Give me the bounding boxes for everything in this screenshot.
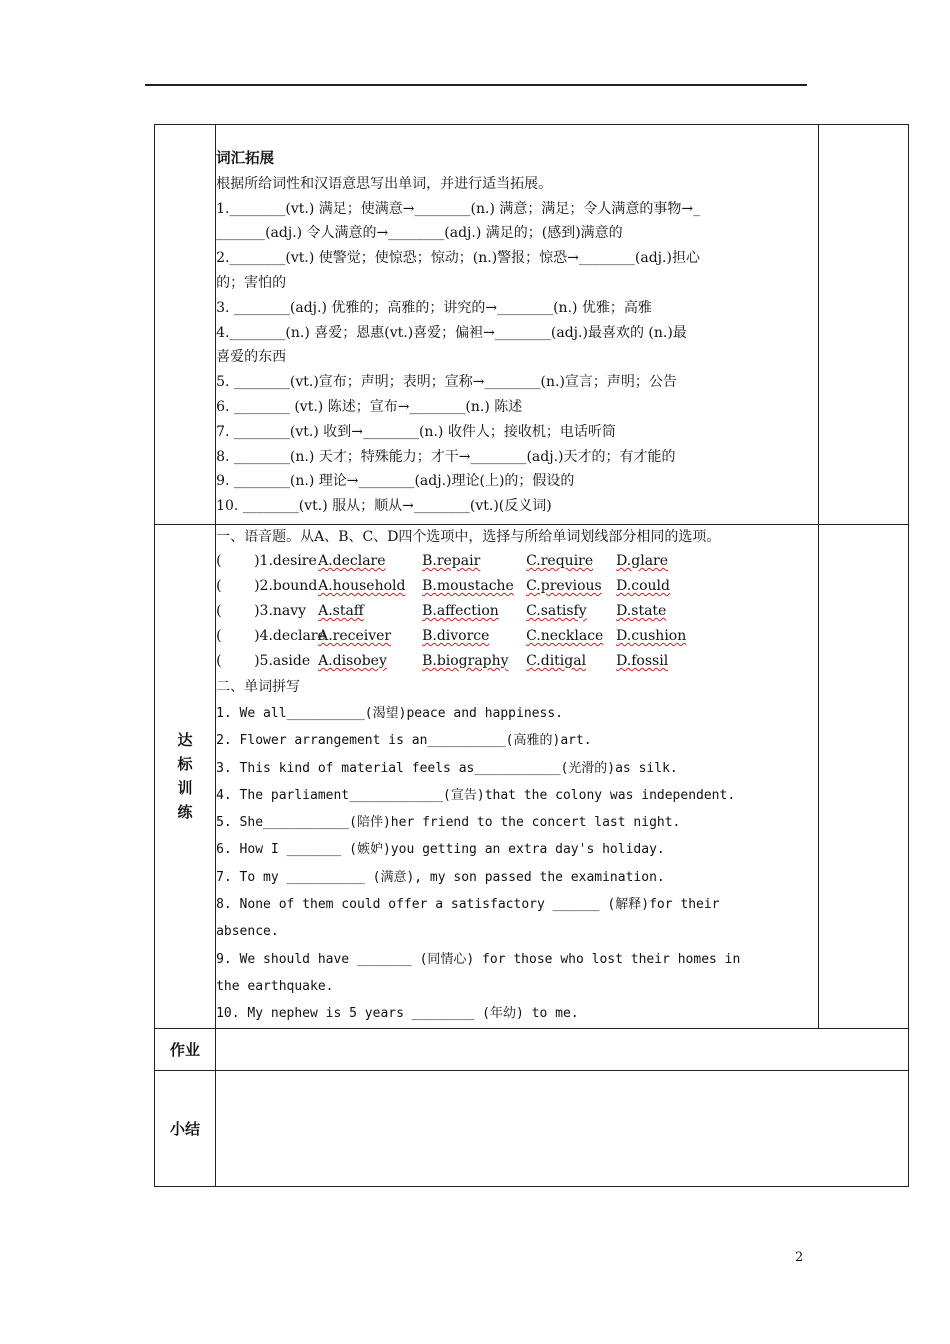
vocab-line: 的；害怕的 xyxy=(216,274,287,291)
answer-bracket[interactable]: ( xyxy=(216,653,222,669)
option-b: B.affection xyxy=(422,603,499,619)
vocab-line: _______(adj.) 令人满意的→________(adj.) 满足的；(感到)满意的 xyxy=(216,225,623,242)
option-d: D.glare xyxy=(616,553,669,569)
practice-label-char: 标 xyxy=(177,755,193,774)
vocab-line: 8. ________(n.) 天才；特殊能力；才干→________(adj.)天才的；有才能的 xyxy=(216,448,676,465)
option-d: D.could xyxy=(616,578,670,594)
question-word: )1.desire xyxy=(254,553,317,569)
option-c: C.ditigal xyxy=(526,653,587,669)
vocab-row xyxy=(155,125,909,525)
answer-bracket[interactable]: ( xyxy=(216,603,222,619)
option-c: C.previous xyxy=(526,578,602,594)
option-b: B.moustache xyxy=(422,578,514,594)
answer-bracket[interactable]: ( xyxy=(216,553,222,569)
phonetics-list xyxy=(216,549,818,674)
vocab-cell xyxy=(216,125,819,525)
spelling-line: the earthquake. xyxy=(216,978,334,994)
spelling-line: 1. We all__________(渴望)peace and happiness. xyxy=(216,706,563,721)
option-d: D.cushion xyxy=(616,628,687,644)
page-number: 2 xyxy=(795,1250,804,1265)
vocab-instruction: 根据所给词性和汉语意思写出单词，并进行适当拓展。 xyxy=(216,175,553,192)
spelling-line: 3. This kind of material feels as___________(光滑的)as silk. xyxy=(216,760,678,776)
spelling-line: 6. How I _______ (嫉妒)you getting an extra day's holiday. xyxy=(216,842,665,858)
vocab-line: 9. ________(n.) 理论→________(adj.)理论(上)的；假设的 xyxy=(216,473,575,490)
answer-bracket[interactable]: ( xyxy=(216,578,222,594)
worksheet-table xyxy=(154,124,909,1187)
vocab-title: 词汇拓展 xyxy=(216,151,275,167)
option-d: D.fossil xyxy=(616,653,669,669)
vocab-line: 4.________(n.) 喜爱；恩惠(vt.)喜爱；偏袒→________(adj.)最喜欢的 (n.)最 xyxy=(216,324,687,341)
option-a: A.receiver xyxy=(318,628,392,644)
practice-label-cell xyxy=(155,525,216,1029)
option-d: D.state xyxy=(616,603,667,619)
header-rule xyxy=(145,84,807,86)
vocab-label-cell xyxy=(155,125,216,525)
vocab-line: 10. ________(vt.) 服从；顺从→________(vt.)(反义词) xyxy=(216,498,552,515)
answer-bracket[interactable]: ( xyxy=(216,628,222,644)
vocab-line: 3. ________(adj.) 优雅的；高雅的；讲究的→________(n.) 优雅；高雅 xyxy=(216,299,652,316)
vocab-notes-cell xyxy=(818,125,908,525)
option-b: B.repair xyxy=(422,553,481,569)
option-a: A.staff xyxy=(318,603,364,619)
spelling-line: 7. To my __________ (满意), my son passed the examination. xyxy=(216,869,665,885)
vocab-line: 6. ________ (vt.) 陈述；宣布→________(n.) 陈述 xyxy=(216,398,523,415)
phonetics-item xyxy=(216,574,818,599)
option-a: A.declare xyxy=(318,553,386,569)
practice-label-char: 练 xyxy=(177,803,193,822)
question-word: )4.declare xyxy=(254,628,326,644)
vocab-line: 5. ________(vt.)宣布；声明；表明；宣称→________(n.)宣言；声明；公告 xyxy=(216,374,677,391)
spelling-line: absence. xyxy=(216,924,279,940)
practice-label-char: 训 xyxy=(177,779,193,798)
phonetics-item xyxy=(216,599,818,624)
practice-notes-cell xyxy=(818,525,908,1029)
summary-cell[interactable] xyxy=(216,1070,909,1186)
spelling-title: 二、单词拼写 xyxy=(216,679,301,695)
option-c: C.satisfy xyxy=(526,603,587,619)
vocab-line: 7. ________(vt.) 收到→________(n.) 收件人；接收机；电话听筒 xyxy=(216,423,616,440)
option-c: C.necklace xyxy=(526,628,604,644)
option-b: B.divorce xyxy=(422,628,490,644)
phonetics-item xyxy=(216,549,818,574)
question-word: )5.aside xyxy=(254,653,311,669)
spelling-line: 2. Flower arrangement is an__________(高雅的)art. xyxy=(216,733,592,749)
spelling-line: 8. None of them could offer a satisfactory ______ (解释)for their xyxy=(216,897,720,913)
phonetics-item xyxy=(216,624,818,649)
question-word: )3.navy xyxy=(254,603,307,619)
question-word: )2.bound xyxy=(254,578,318,594)
phonetics-title: 一、语音题。从A、B、C、D四个选项中，选择与所给单词划线部分相同的选项。 xyxy=(216,529,721,545)
option-c: C.require xyxy=(526,553,594,569)
phonetics-item xyxy=(216,649,818,674)
practice-label-char: 达 xyxy=(177,731,193,750)
summary-row xyxy=(155,1070,909,1186)
homework-label: 作业 xyxy=(155,1028,216,1070)
option-a: A.disobey xyxy=(318,653,387,669)
practice-row xyxy=(155,525,909,1029)
homework-row xyxy=(155,1028,909,1070)
option-b: B.biography xyxy=(422,653,509,669)
option-a: A.household xyxy=(318,578,406,594)
practice-cell xyxy=(216,525,819,1029)
spelling-line: 10. My nephew is 5 years ________ (年幼) to me. xyxy=(216,1006,579,1022)
spelling-line: 4. The parliament____________(宣告)that the colony was independent. xyxy=(216,787,736,803)
vocab-line: 2.________(vt.) 使警觉；使惊恐；惊动；(n.)警报；惊恐→________(adj.)担心 xyxy=(216,250,700,267)
vocab-line: 1.________(vt.) 满足；使满意→________(n.) 满意；满足；令人满意的事物→_ xyxy=(216,200,701,217)
summary-label: 小结 xyxy=(155,1070,216,1186)
spelling-line: 5. She___________(陪伴)her friend to the concert last night. xyxy=(216,815,681,831)
vocab-line: 喜爱的东西 xyxy=(216,349,287,366)
spelling-line: 9. We should have _______ (同情心) for those who lost their homes in xyxy=(216,951,741,967)
homework-cell[interactable] xyxy=(216,1028,909,1070)
